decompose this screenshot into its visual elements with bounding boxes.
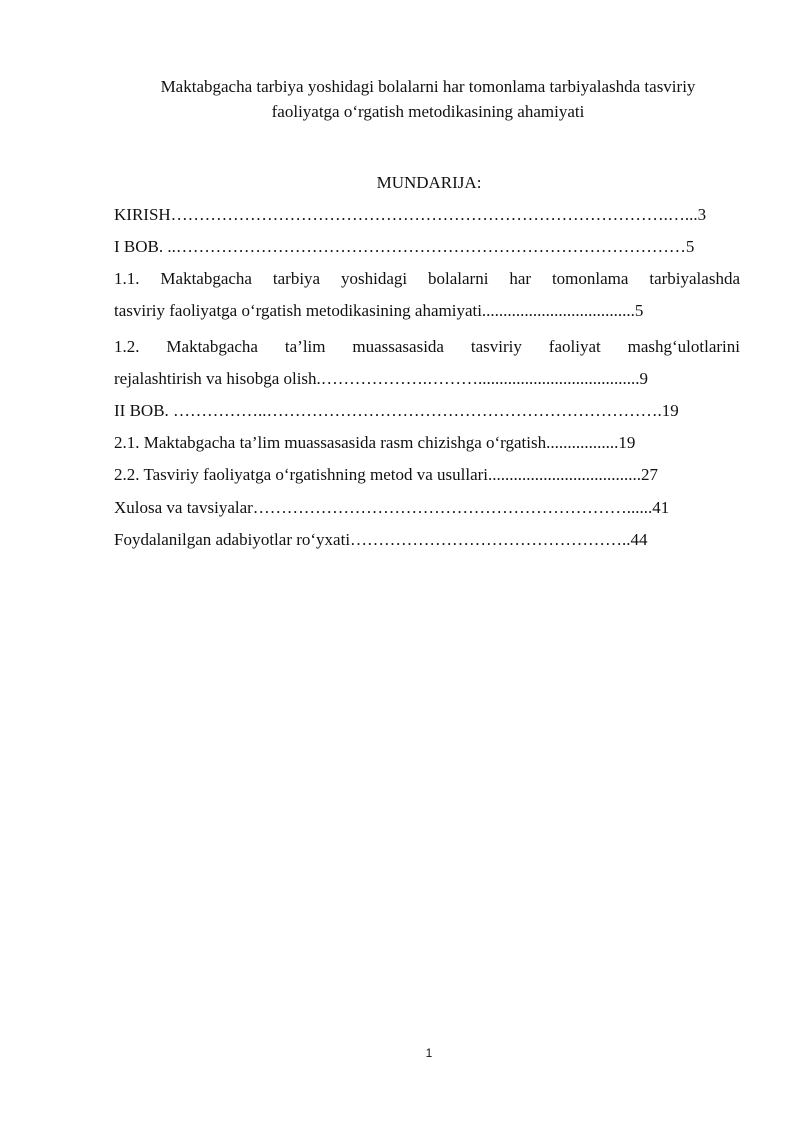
- toc-entry-2-2: 2.2. Tasviriy faoliyatga o‘rgatishning metod va usullari....................................27: [114, 465, 658, 484]
- toc-heading: MUNDARIJA:: [376, 173, 482, 192]
- toc-entry-1-2-line-2: rejalashtirish va hisobga olish.……………….………......................................9: [114, 369, 649, 388]
- document-title: [110, 74, 746, 124]
- page-number: 1: [425, 1046, 433, 1060]
- title-line-2: faoliyatga o‘rgatish metodikasining ahamiyati: [271, 102, 585, 121]
- toc-entry-1-1-line-2: tasviriy faoliyatga o‘rgatish metodikasining ahamiyati....................................5: [114, 301, 644, 320]
- toc-entry-chapter-1: I BOB. ..………………………………………………………………………………5: [114, 237, 695, 256]
- toc-entry-references: Foydalanilgan adabiyotlar ro‘yxati…………………………………………..44: [114, 530, 648, 549]
- toc-entry-conclusion: Xulosa va tavsiyalar…………………………………………………………......41: [114, 498, 670, 517]
- title-line-1: Maktabgacha tarbiya yoshidagi bolalarni har tomonlama tarbiyalashda tasviriy: [160, 77, 696, 96]
- toc-entry-1-2-line-1: 1.2. Maktabgacha ta’lim muassasasida tasviriy faoliyat mashg‘ulotlarini: [114, 337, 740, 356]
- toc-entry-kirish: KIRISH…………………………………………………………………………….…...3: [114, 205, 707, 224]
- toc-entry-chapter-2: II BOB. ……………..…………………………………………………………….19: [114, 401, 679, 420]
- toc-entry-1-1-line-1: 1.1. Maktabgacha tarbiya yoshidagi bolalarni har tomonlama tarbiyalashda: [114, 269, 740, 288]
- toc-entry-2-1: 2.1. Maktabgacha ta’lim muassasasida rasm chizishga o‘rgatish.................19: [114, 433, 636, 452]
